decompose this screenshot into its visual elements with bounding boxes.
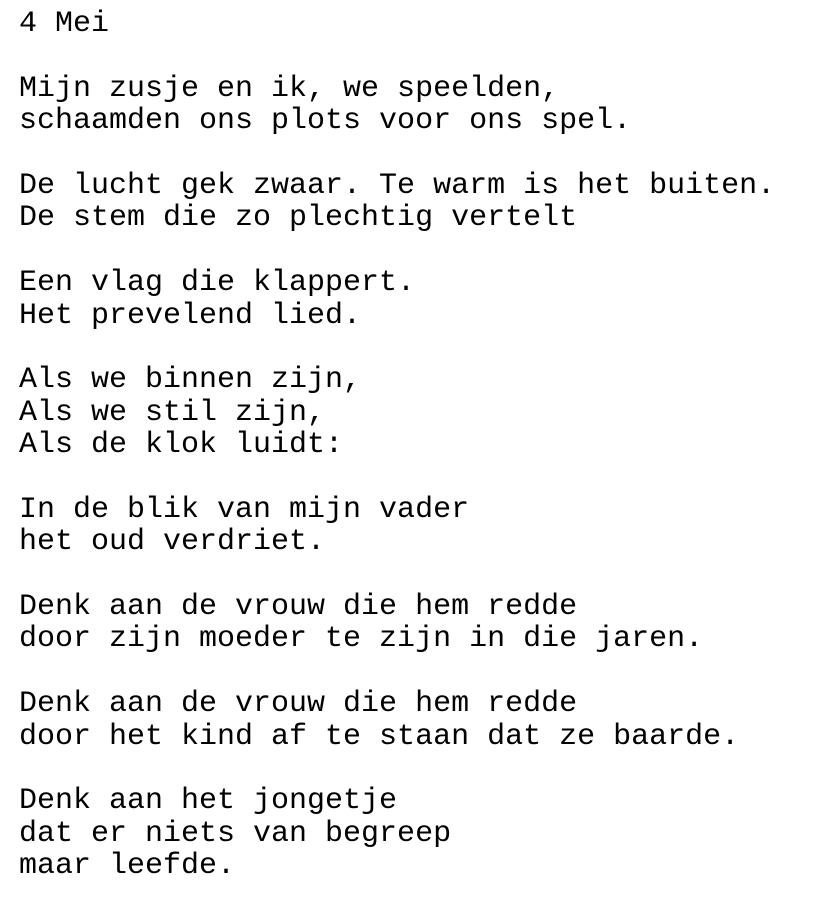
stanza-4 xyxy=(19,364,827,461)
stanza-3 xyxy=(19,267,827,332)
poem-line: door het kind af te staan dat ze baarde. xyxy=(19,719,740,754)
poem-line: De stem die zo plechtig vertelt xyxy=(19,201,578,236)
poem-line: Een vlag die klappert. xyxy=(19,266,416,301)
poem-line: Denk aan de vrouw die hem redde xyxy=(19,687,578,722)
stanza-8 xyxy=(19,785,827,882)
stanza-1 xyxy=(19,73,827,138)
poem-title: 4 Mei xyxy=(19,7,110,41)
stanza-7 xyxy=(19,688,827,753)
poem-line: De lucht gek zwaar. Te warm is het buiten. xyxy=(19,168,776,203)
poem-line: maar leefde. xyxy=(19,849,236,884)
poem-line: Als we stil zijn, xyxy=(19,395,326,430)
poem-line: door zijn moeder te zijn in die jaren. xyxy=(19,622,704,657)
poem-line: schaamden ons plots voor ons spel. xyxy=(19,104,632,139)
poem-line: Als we binnen zijn, xyxy=(19,363,362,398)
stanza-6 xyxy=(19,591,827,656)
poem-line: het oud verdriet. xyxy=(19,525,326,560)
stanza-2 xyxy=(19,170,827,235)
poem-line: Denk aan het jongetje xyxy=(19,784,398,819)
stanza-5 xyxy=(19,494,827,559)
poem-line: In de blik van mijn vader xyxy=(19,492,470,527)
poem-line: Denk aan de vrouw die hem redde xyxy=(19,590,578,625)
poem-line: dat er niets van begreep xyxy=(19,816,452,851)
poem-line: Mijn zusje en ik, we speelden, xyxy=(19,71,560,106)
poem-line: Als de klok luidt: xyxy=(19,428,344,463)
poem-line: Het prevelend lied. xyxy=(19,298,362,333)
